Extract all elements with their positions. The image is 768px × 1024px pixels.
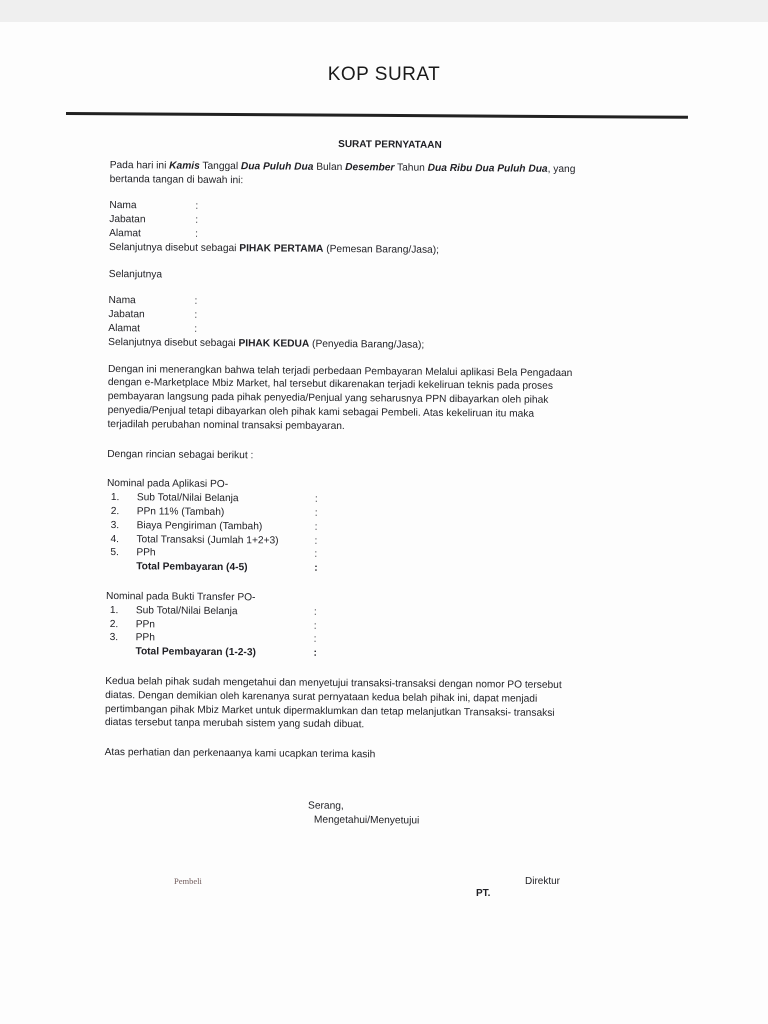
item-number: 1. <box>110 492 120 504</box>
selanjutnya-text: Selanjutnya <box>108 268 163 281</box>
statement-paragraph <box>107 363 656 437</box>
app-section-heading: Nominal pada Aplikasi PO- <box>106 478 229 491</box>
total-label: Total Pembayaran (4-5) <box>136 561 248 574</box>
party2-role: PIHAK KEDUA <box>238 337 310 350</box>
app-section <box>106 477 655 578</box>
total-label: Total Pembayaran (1-2-3) <box>135 646 256 659</box>
field-label: Nama <box>109 200 137 212</box>
director-label: Direktur <box>525 876 561 887</box>
item-number: 4. <box>110 533 120 545</box>
closing-text: Atas perhatian dan perkenaanya kami ucapkan terima kasih <box>104 747 376 761</box>
intro-text-2: Tanggal <box>199 160 242 172</box>
intro-date: Dua Puluh Dua <box>240 160 314 173</box>
field-label: Nama <box>108 295 136 307</box>
document-title: SURAT PERNYATAAN <box>338 138 442 151</box>
party2-desc-text: Selanjutnya disebut sebagai <box>108 336 239 349</box>
party2-fields <box>108 294 656 354</box>
item-number: 3. <box>110 519 120 531</box>
letterhead-rule <box>66 112 688 119</box>
agreement-line: diatas tersebut tanpa merubah sistem yang sudah dibuat. <box>104 717 365 731</box>
item-colon: : <box>313 634 317 646</box>
item-colon: : <box>314 521 318 533</box>
field-colon: : <box>194 323 198 335</box>
item-colon: : <box>314 507 318 519</box>
item-label: Sub Total/Nilai Belanja <box>136 492 239 505</box>
transfer-section-heading: Nominal pada Bukti Transfer PO- <box>105 590 256 604</box>
intro-text-5: , yang <box>547 163 576 175</box>
intro-year: Dua Ribu Dua Puluh Dua <box>427 162 548 175</box>
item-label: PPh <box>136 547 156 559</box>
field-colon: : <box>194 296 198 308</box>
total-colon: : <box>313 647 317 659</box>
intro-text-4: Tahun <box>394 162 428 174</box>
field-colon: : <box>194 309 198 321</box>
party1-desc-text: Selanjutnya disebut sebagai <box>108 241 240 254</box>
item-number: 3. <box>109 632 119 644</box>
statement-line: pembayaran langsung pada pihak penyedia/Penjual yang seharusnya PPN dibayarkan oleh pihak <box>107 391 549 406</box>
intro-paragraph <box>110 159 658 191</box>
item-label: Sub Total/Nilai Belanja <box>135 604 238 617</box>
item-number: 2. <box>110 505 120 518</box>
item-colon: : <box>313 620 317 632</box>
buyer-label: Pembeli <box>174 876 202 886</box>
item-label: PPn <box>135 618 156 630</box>
field-colon: : <box>195 214 199 226</box>
party2-desc-suffix: (Penyedia Barang/Jasa); <box>309 338 425 351</box>
item-colon: : <box>314 535 318 547</box>
agreement-paragraph <box>105 675 653 735</box>
intro-day: Kamis <box>169 160 200 172</box>
field-label: Jabatan <box>109 214 146 226</box>
company-label: PT. <box>476 888 491 899</box>
item-colon: : <box>314 493 318 505</box>
letterhead-title: KOP SURAT <box>327 64 441 85</box>
item-number: 5. <box>110 547 119 559</box>
detail-intro: Dengan rincian sebagai berikut : <box>107 448 254 461</box>
party1-role: PIHAK PERTAMA <box>239 242 324 255</box>
party1-fields <box>109 199 657 259</box>
signature-place: Serang, <box>308 800 344 812</box>
signature-approval: Mengetahui/Menyetujui <box>313 814 420 827</box>
intro-text-1: Pada hari ini <box>109 159 170 172</box>
field-label: Jabatan <box>108 309 145 321</box>
intro-month: Desember <box>345 161 395 174</box>
total-colon: : <box>314 562 318 574</box>
agreement-line: pertimbangan pihak Mbiz Market untuk dipermaklumkan dan tetap melanjutkan Transaksi- transaksi <box>104 703 555 719</box>
field-colon: : <box>195 201 199 213</box>
field-colon: : <box>195 228 199 240</box>
item-label: Biaya Pengiriman (Tambah) <box>136 519 263 533</box>
intro-line-2: bertanda tangan di bawah ini: <box>109 173 244 186</box>
signature-block <box>308 800 420 829</box>
agreement-line: Kedua belah pihak sudah mengetahui dan menyetujui transaksi-transaksi dengan nomor PO tersebut <box>105 675 562 691</box>
statement-line: dengan e-Marketplace Mbiz Market, hal tersebut dikarenakan terjadi kekeliruan teknis pada proses <box>107 377 553 393</box>
item-label: PPn 11% (Tambah) <box>136 506 225 518</box>
item-number: 2. <box>109 618 119 630</box>
party1-desc-suffix: (Pemesan Barang/Jasa); <box>323 243 440 256</box>
item-colon: : <box>313 606 317 618</box>
statement-line: Dengan ini menerangkan bahwa telah terjadi perbedaan Pembayaran Melalui aplikasi Bela Pengadaan <box>107 363 573 379</box>
statement-line: penyedia/Penjual tetapi dibayarkan oleh pihak kami sebagai Pembeli. Atas kekeliruan itu maka <box>107 404 535 420</box>
agreement-line: diatas. Dengan demikian oleh karenanya surat pernyataan kedua belah pihak ini, dapat menjadi <box>105 689 538 705</box>
field-label: Alamat <box>109 227 141 240</box>
scan-top-strip <box>0 0 768 22</box>
item-label: Total Transaksi (Jumlah 1+2+3) <box>136 533 279 547</box>
item-label: PPh <box>135 632 155 644</box>
item-colon: : <box>314 549 318 561</box>
statement-line: terjadilah perubahan nominal transaksi pembayaran. <box>107 418 345 432</box>
item-number: 1. <box>109 604 119 616</box>
intro-text-3: Bulan <box>313 161 346 173</box>
letter-body <box>105 136 658 765</box>
transfer-section <box>105 590 654 664</box>
field-label: Alamat <box>108 322 141 335</box>
